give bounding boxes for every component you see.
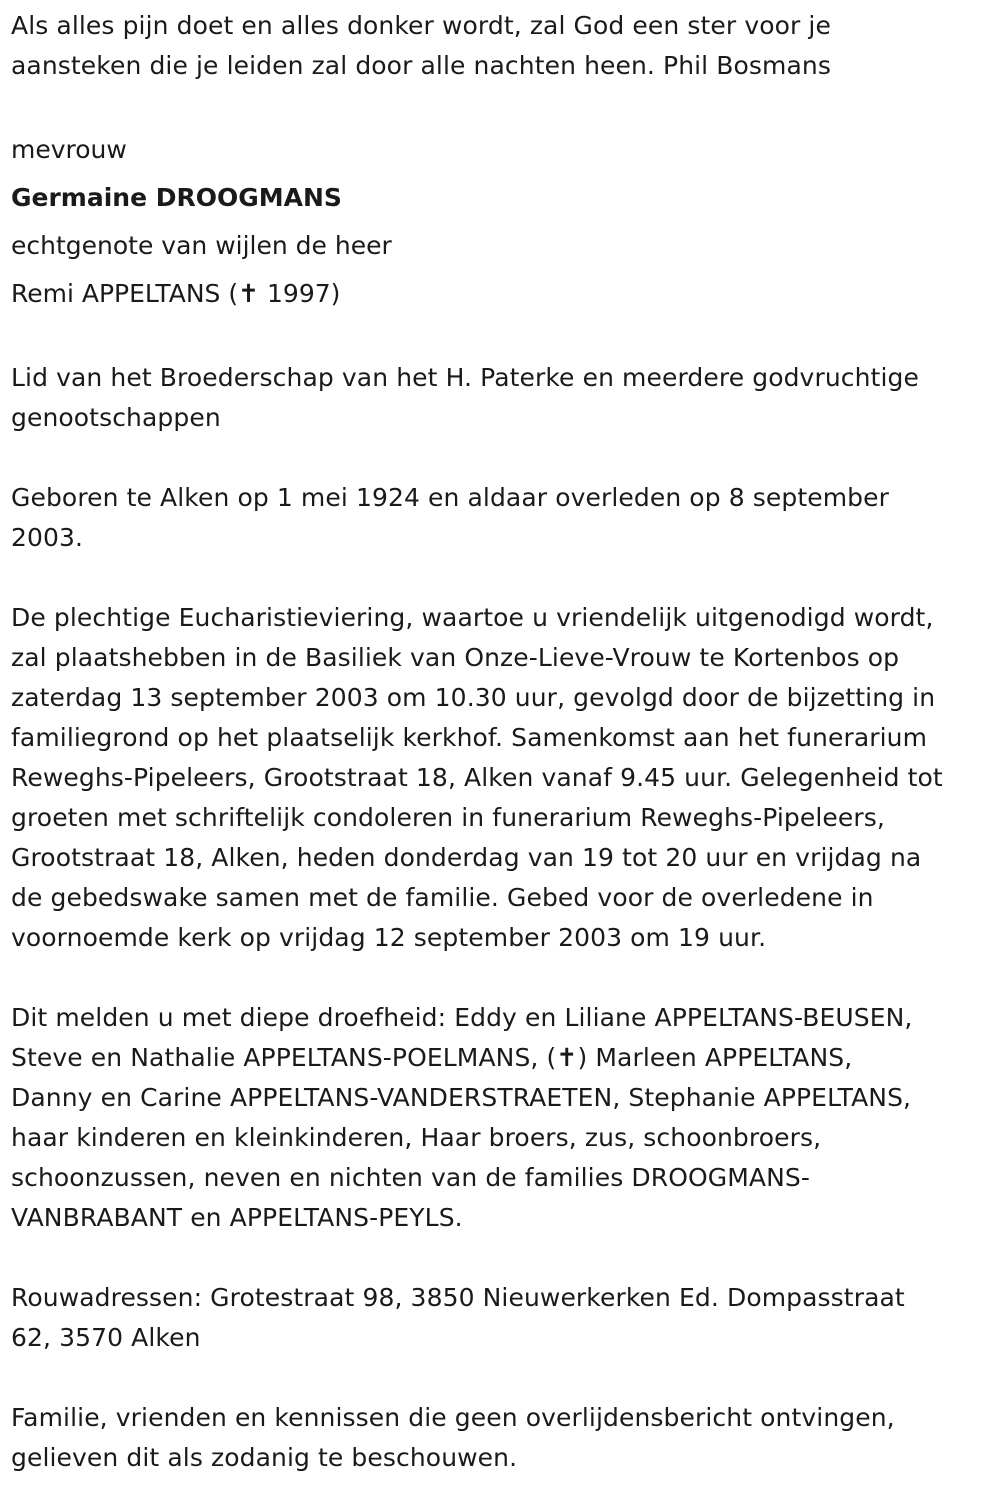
ceremony-line: zal plaatshebben in de Basiliek van Onze-Lieve-Vrouw te Kortenbos op: [11, 643, 900, 672]
closing-paragraph: [11, 1398, 988, 1478]
quote-paragraph: [11, 6, 988, 86]
ceremony-line: groeten met schriftelijk condoleren in funerarium Reweghs-Pipeleers,: [11, 803, 885, 832]
family-line: schoonzussen, neven en nichten van de families DROOGMANS-: [11, 1163, 810, 1192]
deceased-title: mevrouw: [11, 135, 127, 164]
ceremony-line: zaterdag 13 september 2003 om 10.30 uur, gevolgd door de bijzetting in: [11, 683, 936, 712]
family-line: VANBRABANT en APPELTANS-PEYLS.: [11, 1203, 463, 1232]
ceremony-line: voornoemde kerk op vrijdag 12 september 2003 om 19 uur.: [11, 923, 767, 952]
membership-paragraph: [11, 358, 988, 438]
closing-line: gelieven dit als zodanig te beschouwen.: [11, 1443, 518, 1472]
family-line: Dit melden u met diepe droefheid: Eddy en Liliane APPELTANS-BEUSEN,: [11, 1003, 913, 1032]
membership-line: Lid van het Broederschap van het H. Paterke en meerdere godvruchtige: [11, 363, 919, 392]
closing-line: Familie, vrienden en kennissen die geen overlijdensbericht ontvingen,: [11, 1403, 895, 1432]
family-line: [11, 1038, 988, 1078]
address-line: Rouwadressen: Grotestraat 98, 3850 Nieuwerkerken Ed. Dompasstraat: [11, 1283, 905, 1312]
deceased-block: [11, 126, 988, 318]
spouse-name: Remi APPELTANS (: [11, 279, 239, 308]
deceased-relation: echtgenote van wijlen de heer: [11, 231, 392, 260]
family-line: Danny en Carine APPELTANS-VANDERSTRAETEN, Stephanie APPELTANS,: [11, 1083, 912, 1112]
family-line-part: ) Marleen APPELTANS,: [577, 1043, 853, 1072]
spouse-death-year: 1997): [259, 279, 341, 308]
birth-paragraph: [11, 478, 988, 558]
addresses-paragraph: [11, 1278, 988, 1358]
quote-line: aansteken die je leiden zal door alle nachten heen. Phil Bosmans: [11, 51, 831, 80]
quote-line: Als alles pijn doet en alles donker wordt, zal God een ster voor je: [11, 11, 831, 40]
ceremony-line: familiegrond op het plaatselijk kerkhof. Samenkomst aan het funerarium: [11, 723, 928, 752]
spouse-line: [11, 270, 988, 318]
deceased-name: Germaine DROOGMANS: [11, 183, 342, 212]
family-line-part: Steve en Nathalie APPELTANS-POELMANS, (: [11, 1043, 557, 1072]
ceremony-line: de gebedswake samen met de familie. Gebed voor de overledene in: [11, 883, 874, 912]
membership-line: genootschappen: [11, 403, 221, 432]
family-paragraph: [11, 998, 988, 1238]
cross-icon: ✝: [556, 1043, 578, 1072]
birth-line: Geboren te Alken op 1 mei 1924 en aldaar overleden op 8 september: [11, 483, 890, 512]
family-line: haar kinderen en kleinkinderen, Haar broers, zus, schoonbroers,: [11, 1123, 822, 1152]
ceremony-paragraph: [11, 598, 988, 958]
cross-icon: ✝: [238, 279, 260, 308]
ceremony-line: De plechtige Eucharistieviering, waartoe u vriendelijk uitgenodigd wordt,: [11, 603, 934, 632]
address-line: 62, 3570 Alken: [11, 1323, 201, 1352]
ceremony-line: Reweghs-Pipeleers, Grootstraat 18, Alken vanaf 9.45 uur. Gelegenheid tot: [11, 763, 943, 792]
birth-line: 2003.: [11, 523, 84, 552]
ceremony-line: Grootstraat 18, Alken, heden donderdag van 19 tot 20 uur en vrijdag na: [11, 843, 922, 872]
